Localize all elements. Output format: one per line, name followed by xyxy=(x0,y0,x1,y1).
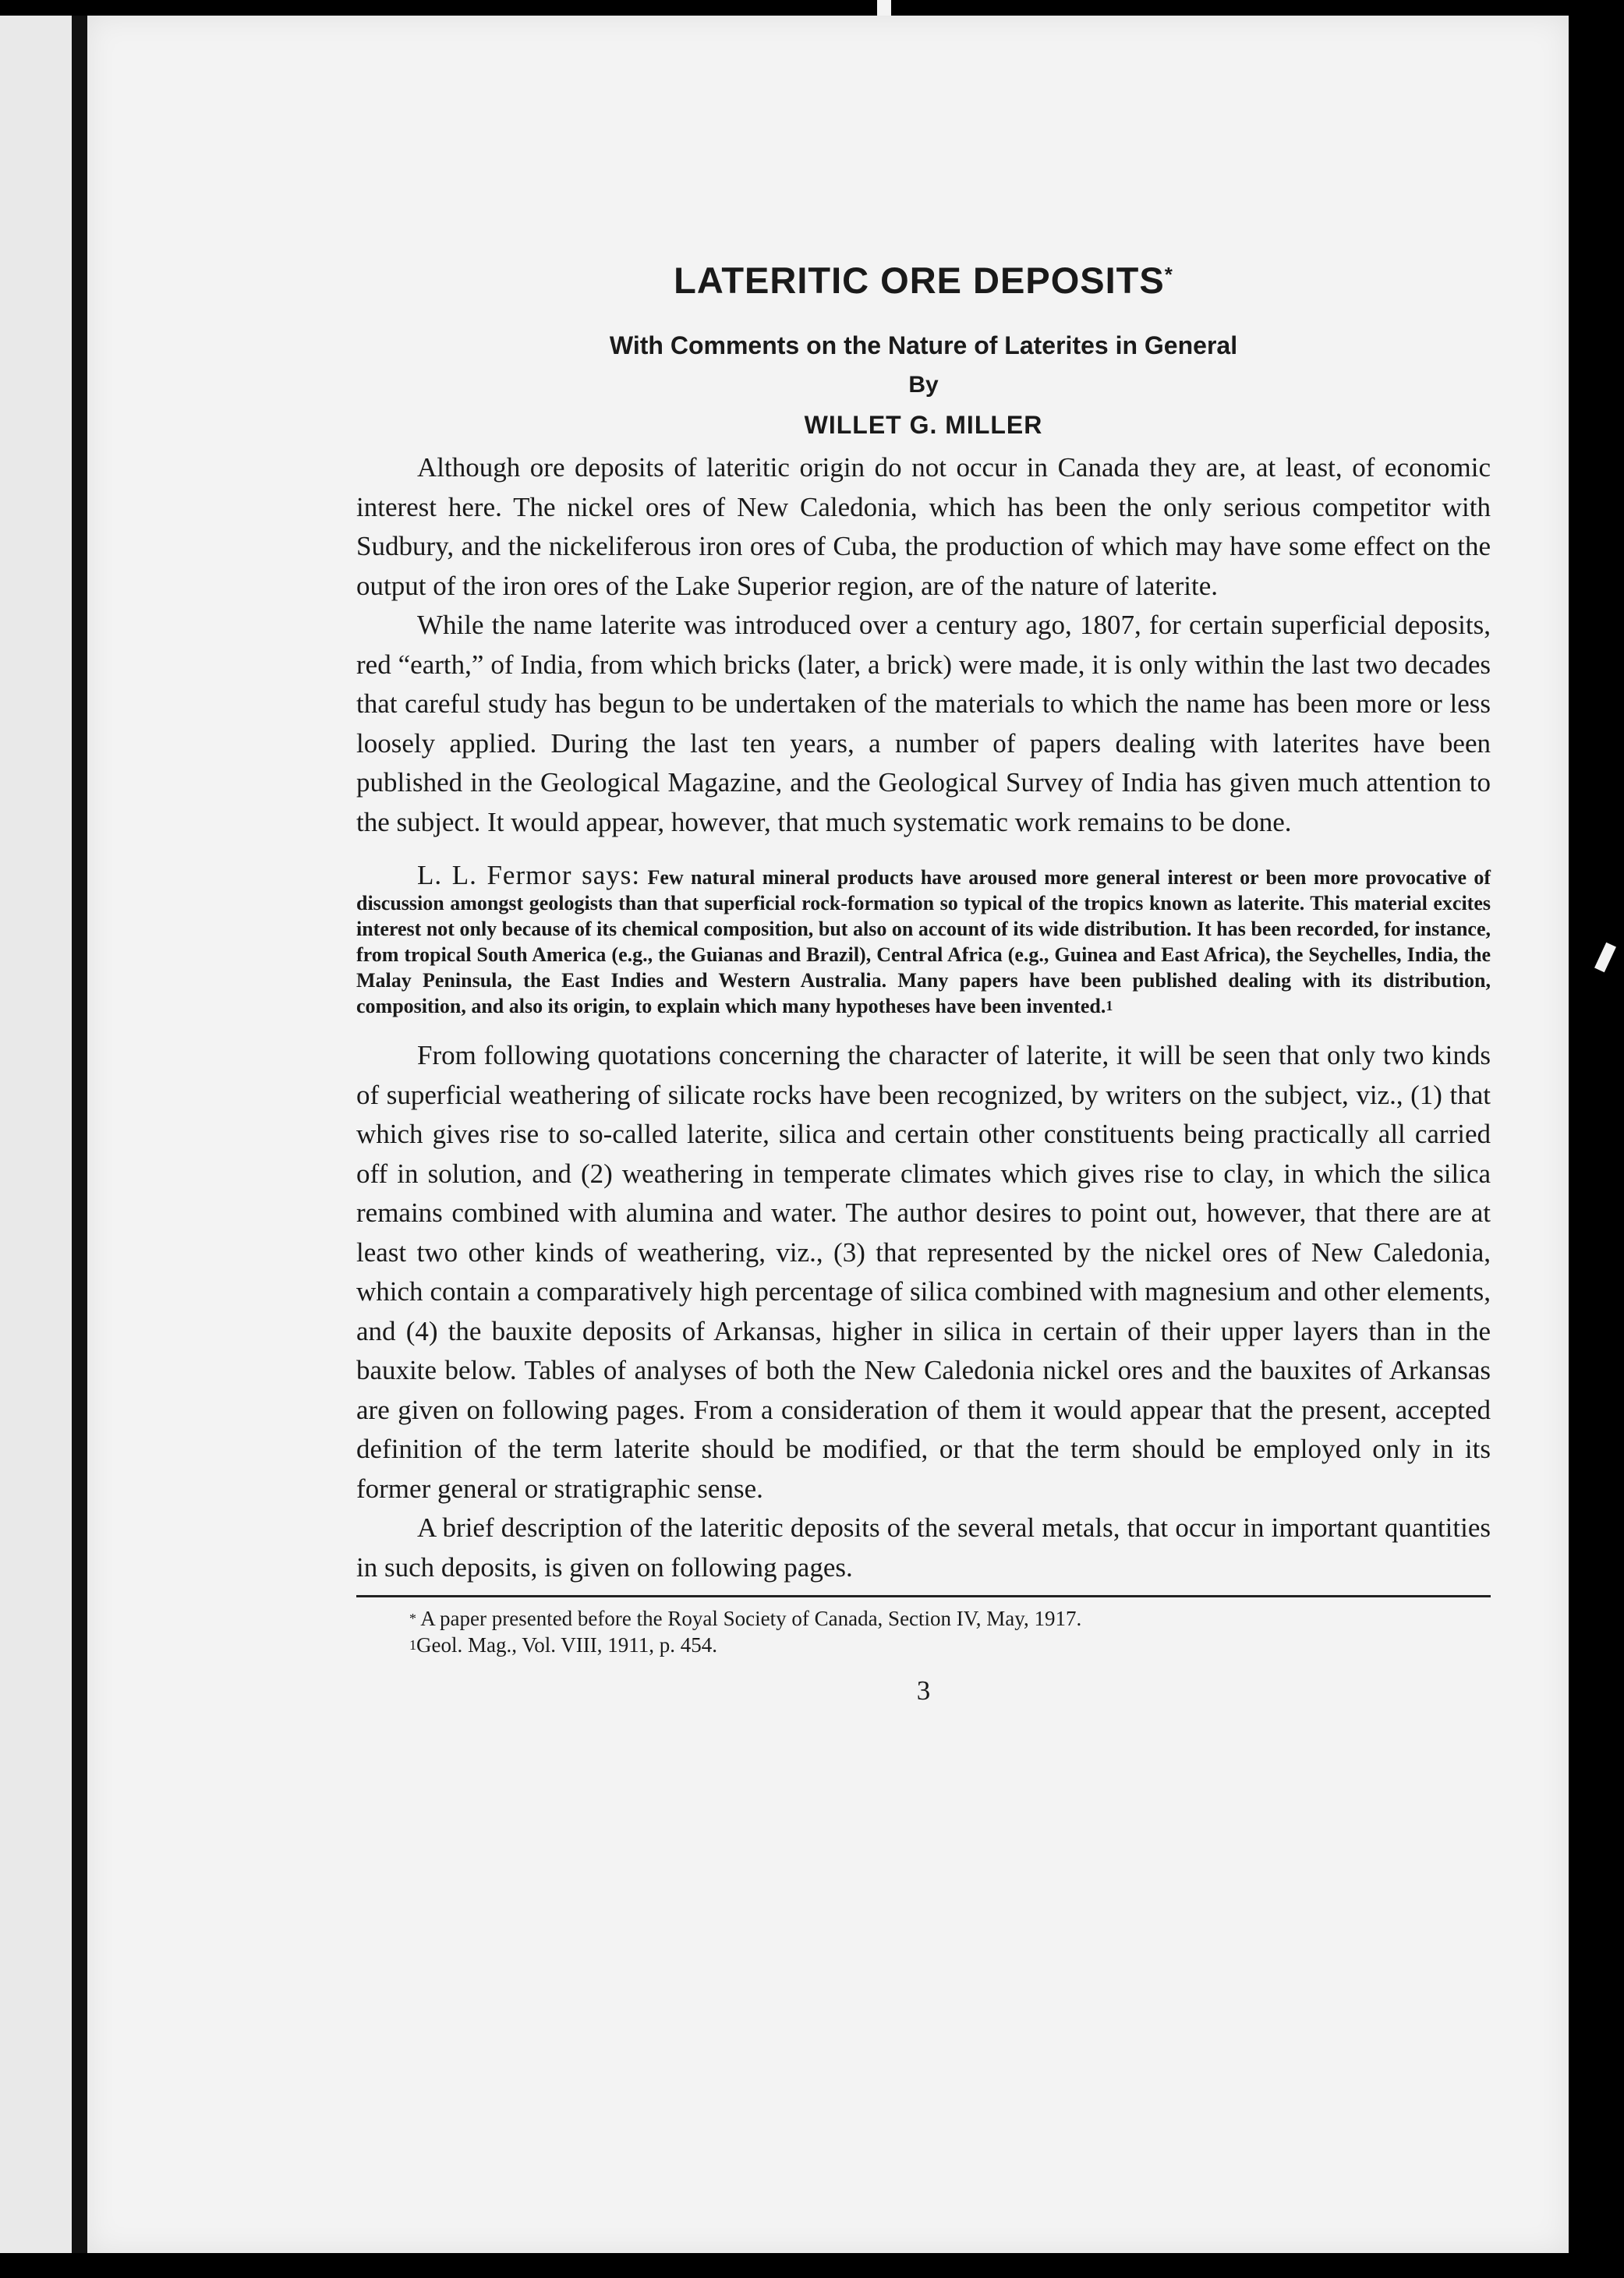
previous-page-edge xyxy=(0,16,72,2253)
page-content xyxy=(356,253,1491,1707)
paragraph: A brief description of the lateritic deposits of the several metals, that occur in important quantities in such deposits, is given on following pages. xyxy=(356,1512,1491,1583)
paragraph: While the name laterite was introduced over a century ago, 1807, for certain superficial deposits, red “earth,” of India, from which bricks (later, a brick) were made, it is only within the last two decades that careful study has begun to be undertaken of the materials to which the name has been more or less loosely applied. During the last ten years, a number of papers dealing with laterites have been published in the Geological Magazine, and the Geological Survey of India has given much attention to the subject. It would appear, however, that much systematic work remains to be done. xyxy=(356,610,1491,837)
footnote: * A paper presented before the Royal Society of Canada, Section IV, May, 1917. xyxy=(409,1607,1082,1630)
document-page xyxy=(87,16,1569,2253)
page-gutter xyxy=(72,16,87,2253)
article-subtitle: With Comments on the Nature of Laterites in General xyxy=(609,331,1238,359)
block-quote xyxy=(356,862,1491,1019)
page-number: 3 xyxy=(916,1675,931,1706)
footnote: $^1$Geol. Mag., Vol. VIII, 1911, p. 454. xyxy=(409,1633,717,1657)
scan-artifact xyxy=(1594,943,1616,973)
footnote-reference: 1 xyxy=(1106,998,1113,1013)
quote-text: Few natural mineral products have aroused more general interest or been more provocative of discussion amongst geologists than that superficial rock-formation so typical of the tropics known as laterite. This material excites interest not only because of its chemical composition, but also on account of its wide distribution. It has been recorded, for instance, from tropical South America (e.g., the Guianas and Brazil), Central Africa (e.g., Guinea and East Africa), the Seychelles, India, the Malay Peninsula, the East Indies and Western Australia. Many papers have been published dealing with its distribution, composition, and also its origin, to explain which many hypotheses have been invented. xyxy=(356,866,1491,1017)
footnotes xyxy=(356,1605,1491,1658)
paragraph: From following quotations concerning the character of laterite, it will be seen that only two kinds of superficial weathering of silicate rocks have been recognized, by writers on the subject, viz., (1) that which gives rise to so-called laterite, silica and certain other constituents being practically all carried off in solution, and (2) weathering in temperate climates which gives rise to clay, in which the silica remains combined with alumina and water. The author desires to point out, however, that there are at least two other kinds of weathering, viz., (3) that represented by the nickel ores of New Caledonia, which contain a comparatively high percentage of silica combined with magnesium and other elements, and (4) the bauxite deposits of Arkansas, higher in silica in certain of their upper layers than in the bauxite below. Tables of analyses of both the New Caledonia nickel ores and the bauxites of Arkansas are given on following pages. From a consideration of them it would appear that the present, accepted definition of the term laterite should be modified, or that the term should be employed only in its former general or stratigraphic sense. xyxy=(356,1040,1491,1504)
byline: By xyxy=(908,372,939,398)
author-name: WILLET G. MILLER xyxy=(804,411,1043,439)
footnote-divider xyxy=(356,1595,1491,1597)
scan-artifact xyxy=(877,0,891,17)
title-footnote-mark: * xyxy=(1164,263,1173,286)
quote-attribution: L. L. Fermor says: xyxy=(417,860,641,890)
article-title: LATERITIC ORE DEPOSITS* xyxy=(674,260,1173,301)
paragraph: Although ore deposits of lateritic origin do not occur in Canada they are, at least, of economic interest here. The nickel ores of New Caledonia, which has been the only serious competitor with Sudbury, and the nickeliferous iron ores of Cuba, the production of which may have some effect on the output of the iron ores of the Lake Superior region, are of the nature of laterite. xyxy=(356,452,1491,601)
